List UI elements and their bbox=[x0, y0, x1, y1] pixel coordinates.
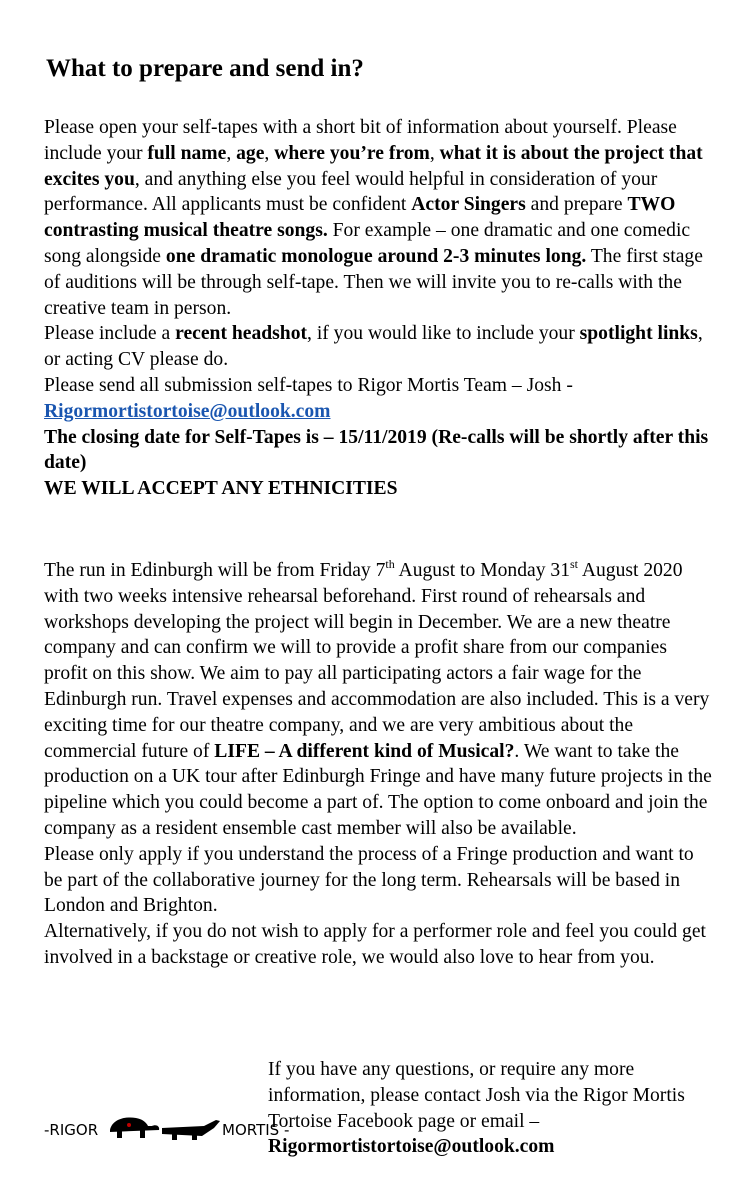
run-paragraph: The run in Edinburgh will be from Friday 7th August to Monday 31st August 2020 with two weeks intensive rehearsal beforehand. First round of rehearsals and workshops developing the project will begin in December. We are a new theatre company and can confirm we will to provide a profit share from our companies profit on this show. We aim to pay all participating actors a fair wage for the Edinburgh run. Travel expenses and accommodation are also included. This is a very exciting time for our theatre company, and we are very ambitious about the commercial future of LIFE – A different kind of Musical?. We want to take the production on a UK tour after Edinburgh Fringe and have many future projects in the pipeline which you could become a part of. The option to come onboard and join the company as a resident ensemble cast member will also be available. bbox=[44, 557, 712, 839]
run-details-section bbox=[44, 558, 714, 971]
ethnicities-note: WE WILL ACCEPT ANY ETHNICITIES bbox=[44, 478, 398, 500]
fringe-paragraph: Please only apply if you understand the process of a Fringe production and want to be part of the collaborative journey for the long term. Rehearsals will be based in London and Brighton. bbox=[44, 843, 694, 917]
page-title: What to prepare and send in? bbox=[46, 55, 364, 82]
headshot-paragraph: Please include a recent headshot, if you would like to include your spotlight links, or acting CV please do. bbox=[44, 323, 703, 371]
send-paragraph: Please send all submission self-tapes to Rigor Mortis Team – Josh - Rigormortistortoise@outlook.com bbox=[44, 374, 573, 422]
logo-right-text: MORTIS - bbox=[222, 1121, 290, 1139]
logo-left-text: -RIGOR bbox=[44, 1121, 99, 1139]
rigor-mortis-logo bbox=[44, 1108, 290, 1148]
contact-paragraph: If you have any questions, or require any more information, please contact Josh via the Rigor Mortis Tortoise Facebook page or email – Rigormortistortoise@outlook.com bbox=[268, 1059, 685, 1158]
contact-section bbox=[268, 1057, 728, 1160]
closing-date: The closing date for Self-Tapes is – 15/11/2019 (Re-calls will be shortly after this date) bbox=[44, 426, 709, 474]
intro-paragraph: Please open your self-tapes with a short bit of information about yourself. Please include your full name, age, where you’re from, what it is about the project that excites you, and anything else you feel would helpful in consideration of your performance. All applicants must be confident Actor Singers and prepare TWO contrasting musical theatre songs. For example – one dramatic and one comedic song alongside one dramatic monologue around 2-3 minutes long. The first stage of auditions will be through self-tape. Then we will invite you to re-calls with the creative team in person. bbox=[44, 117, 703, 319]
instructions-section bbox=[44, 115, 714, 502]
contact-email[interactable]: Rigormortistortoise@outlook.com bbox=[268, 1136, 555, 1158]
tortoise-logo-icon bbox=[44, 1108, 290, 1148]
email-link[interactable]: Rigormortistortoise@outlook.com bbox=[44, 400, 331, 422]
alternative-paragraph: Alternatively, if you do not wish to apply for a performer role and feel you could get involved in a backstage or creative role, we would also love to hear from you. bbox=[44, 921, 706, 968]
